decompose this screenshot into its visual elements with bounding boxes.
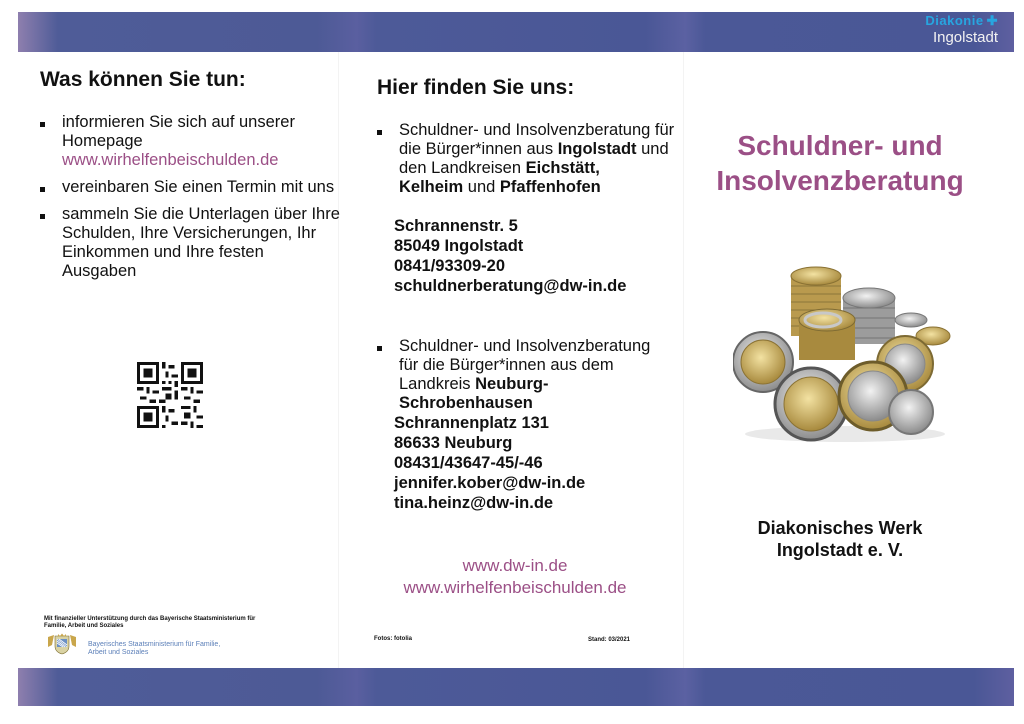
brand-city: Ingolstadt (932, 29, 998, 46)
organization-name (720, 517, 960, 561)
version-date: Stand: 03/2021 (588, 637, 631, 643)
diakonie-logo (925, 14, 998, 45)
office2-email-kober[interactable]: jennifer.kober@dw-in.de (394, 474, 586, 492)
org-line-2: Ingolstadt e. V. (776, 540, 904, 560)
office2-list (377, 337, 667, 413)
office2-desc: Schuldner- und Insolvenzberatung für die Bürger*innen aus dem Landkreis (399, 337, 651, 393)
list-item (40, 178, 340, 197)
wirhelfen-link[interactable]: www.wirhelfenbeischulden.de (403, 578, 627, 597)
dw-link[interactable]: www.dw-in.de (462, 556, 568, 575)
brand-name: Diakonie (925, 13, 984, 28)
header-band (18, 12, 1014, 52)
left-heading: Was können Sie tun: (40, 68, 246, 91)
brochure-title (700, 128, 980, 198)
coins-image (733, 262, 953, 442)
office1-street: Schrannenstr. 5 (394, 217, 518, 235)
office1-address (394, 216, 626, 296)
office1-email[interactable]: schuldnerberatung@dw-in.de (394, 277, 627, 295)
bullet-icon (377, 346, 382, 351)
office1-desc: Schuldner- und Insolvenzberatung für die Bürger*innen aus (399, 121, 675, 158)
office2-phone: 08431/43647-45/-46 (394, 454, 543, 472)
item-text: sammeln Sie die Unterlagen über Ihre Schulden, Ihre Versicherungen, Ihr Einkommen und Ihre festen Ausgaben (62, 205, 340, 280)
action-list (40, 113, 340, 289)
item-text: informieren Sie sich auf unserer Homepage (62, 113, 295, 150)
bullet-icon (40, 187, 45, 192)
bavarian-crest-icon (44, 633, 80, 655)
office2-street: Schrannenplatz 131 (394, 414, 549, 432)
funding-note: Mit finanzieller Unterstützung durch das Bayerische Staatsministerium für Familie, Arbeit und Soziales (44, 616, 256, 629)
list-item (40, 205, 340, 281)
office1-district-eichstaett: Eichstätt, (525, 159, 600, 177)
office1-district-kelheim: Kelheim (399, 178, 464, 196)
footer-band (18, 668, 1014, 706)
website-links (344, 555, 686, 599)
bullet-icon (40, 214, 45, 219)
middle-heading: Hier finden Sie uns: (377, 76, 575, 99)
list-item (40, 113, 340, 170)
office1-city: Ingolstadt (557, 140, 637, 158)
office1-phone: 0841/93309-20 (394, 257, 506, 275)
office2-email-heinz[interactable]: tina.heinz@dw-in.de (394, 494, 554, 512)
title-line-2: Insolvenzberatung (716, 165, 964, 196)
homepage-link[interactable]: www.wirhelfenbeischulden.de (62, 151, 279, 169)
office2-zip-city: 86633 Neuburg (394, 434, 513, 452)
office1-and: und (463, 178, 500, 196)
office2-district: Neuburg-Schrobenhausen (399, 375, 549, 412)
title-line-1: Schuldner- und (737, 130, 943, 161)
item-text: vereinbaren Sie einen Termin mit uns (62, 178, 335, 196)
list-item (377, 337, 667, 413)
org-line-1: Diakonisches Werk (757, 518, 923, 538)
cross-icon: ✚ (986, 13, 998, 28)
office1-zip-city: 85049 Ingolstadt (394, 237, 524, 255)
office1-desc-mid: und den Landkreisen (399, 140, 669, 177)
office2-address (394, 413, 585, 513)
list-item (377, 121, 677, 197)
ministry-logo-text: Bayerisches Staatsministerium für Familie, Arbeit und Soziales (88, 641, 221, 656)
bullet-icon (40, 122, 45, 127)
office1-district-pfaffenhofen: Pfaffenhofen (499, 178, 601, 196)
bullet-icon (377, 130, 382, 135)
office1-list (377, 121, 677, 197)
qr-code[interactable] (137, 362, 203, 428)
photo-credit: Fotos: fotolia (374, 636, 412, 642)
